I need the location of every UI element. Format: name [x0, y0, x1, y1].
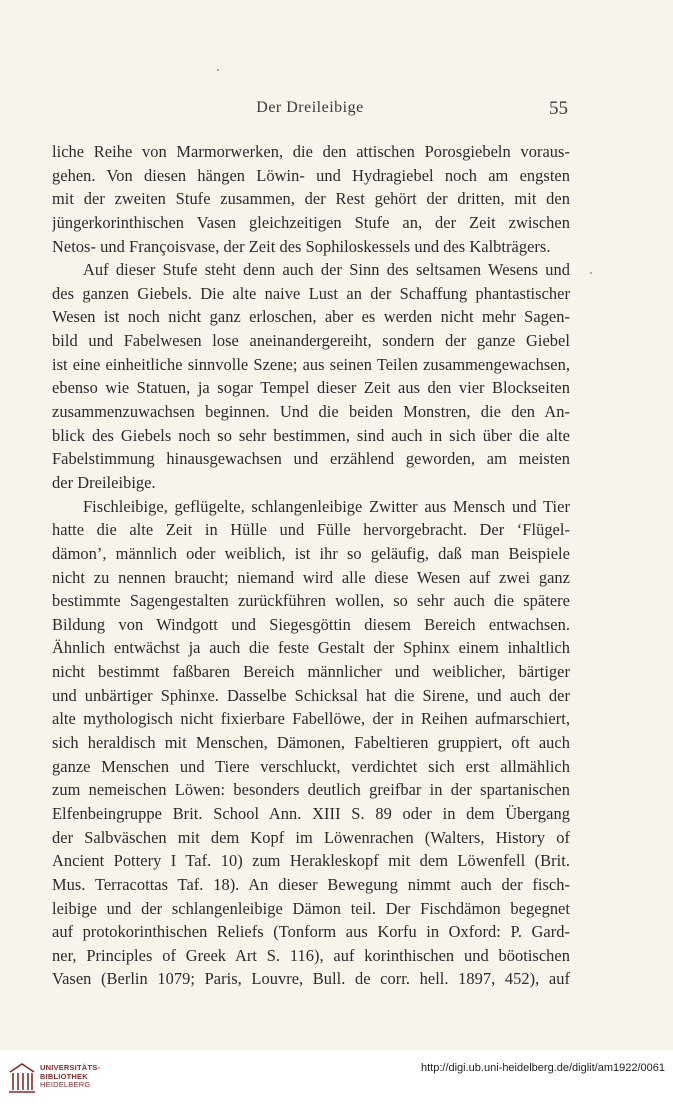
text-line: der Dreileibige. [52, 472, 156, 492]
text-line: Fischleibige, geflügelte, schlangenleibige Zwitter aus Mensch und Tier [83, 496, 570, 516]
text-line: zusammenzuwachsen beginnen. Und die beiden Monstren, die den An- [52, 402, 570, 422]
text-line: des ganzen Giebels. Die alte naive Lust an der Schaffung phantastischer [52, 283, 570, 303]
text-line: Mus. Terracottas Taf. 18). An dieser Bewegung nimmt auch der fisch- [52, 874, 570, 894]
running-title: Der Dreileibige [256, 99, 364, 116]
university-library-logo-icon [6, 1060, 38, 1096]
running-head [50, 99, 570, 123]
text-line: Wesen ist noch nicht ganz erloschen, aber es werden nicht mehr Sagen- [52, 307, 570, 327]
text-line: bild und Fabelwesen lose aneinandergereiht, sondern der ganze Giebel [52, 331, 570, 351]
text-line: Ancient Pottery I Taf. 10) zum Herakleskopf mit dem Löwenfell (Brit. [52, 851, 570, 871]
text-line: Netos- und Françoisvase, der Zeit des Sophiloskessels und des Kalbträgers. [52, 236, 551, 256]
text-line: und unbärtiger Sphinxe. Dasselbe Schicksal hat die Sirene, und auch der [52, 685, 570, 705]
library-name-line: BIBLIOTHEK [40, 1071, 88, 1081]
footer-bar [0, 1050, 673, 1106]
text-line: zum nemeischen Löwen: besonders deutlich greifbar in der spartanischen [52, 780, 570, 800]
paper-speck [590, 272, 592, 274]
library-name [40, 1064, 100, 1090]
text-line: Ähnlich entwächst ja auch die feste Gestalt der Sphinx einem inhaltlich [52, 638, 570, 658]
text-line: liche Reihe von Marmorwerken, die den attischen Porosgiebeln voraus- [52, 142, 570, 161]
source-url-link[interactable]: http://digi.ub.uni-heidelberg.de/diglit/am1922/0061 [420, 1062, 665, 1074]
text-line: Fabelstimmung hinausgewachsen und erzählend geworden, am meisten [52, 449, 570, 469]
text-line: Vasen (Berlin 1079; Paris, Louvre, Bull. de corr. hell. 1897, 452), auf [52, 969, 570, 989]
text-line: leibige und der schlangenleibige Dämon teil. Der Fischdämon begegnet [52, 898, 570, 918]
text-line: gehen. Von diesen hängen Löwin- und Hydragiebel noch am engsten [52, 165, 570, 185]
text-line: ner, Principles of Greek Art S. 116), auf korinthischen und böotischen [52, 945, 570, 965]
text-line: ebenso wie Statuen, ja sogar Tempel dieser Zeit aus den vier Blockseiten [52, 378, 570, 398]
text-line: jüngerkorinthischen Vasen gleichzeitigen Stufe an, der Zeit zwischen [52, 212, 570, 232]
text-line: Auf dieser Stufe steht denn auch der Sinn des seltsamen Wesens und [83, 260, 570, 280]
library-name-line: UNIVERSITÄTS- [40, 1063, 101, 1072]
text-line: dämon’, männlich oder weiblich, ist ihr so geläufig, daß man Beispiele [52, 543, 570, 563]
text-line: bestimmte Sagengestalten zurückführen wollen, so sehr auch die spätere [52, 591, 570, 611]
text-line: Bildung von Windgott und Siegesgöttin diesem Bereich entwachsen. [52, 614, 570, 634]
text-line: Elfenbeingruppe Brit. School Ann. XIII S. 89 oder in dem Übergang [52, 803, 570, 823]
library-name-line: HEIDELBERG [40, 1080, 91, 1089]
text-line: mit der zweiten Stufe zusammen, der Rest gehört der dritten, mit den [52, 189, 570, 209]
text-line: nicht bestimmt faßbaren Bereich männlicher und weiblicher, bärtiger [52, 662, 570, 682]
text-line: sich heraldisch mit Menschen, Dämonen, Fabeltieren gruppiert, oft auch [52, 733, 570, 753]
text-line: ist eine einheitliche sinnvolle Szene; aus seinen Teilen zusammengewachsen, [52, 354, 570, 374]
text-line: blick des Giebels noch so sehr bestimmen, sind auch in sich über die alte [52, 425, 570, 445]
text-line: hatte die alte Zeit in Hülle und Fülle hervorgebracht. Der ‘Flügel- [52, 520, 570, 540]
text-line: nicht zu nennen braucht; niemand wird alle diese Wesen auf zwei ganz [52, 567, 570, 587]
text-line: ganze Menschen und Tiere verschluckt, verdichtet sich erst allmählich [52, 756, 570, 776]
body-text [52, 140, 570, 991]
text-line: auf protokorinthischen Reliefs (Tonform aus Korfu in Oxford: P. Gard- [52, 922, 570, 942]
text-line: alte mythologisch nicht fixierbare Fabellöwe, der in Reihen aufmarschiert, [52, 709, 570, 729]
paper-speck [217, 69, 219, 71]
page-number: 55 [549, 98, 568, 119]
text-line: der Salbväschen mit dem Kopf im Löwenrachen (Walters, History of [52, 827, 570, 847]
